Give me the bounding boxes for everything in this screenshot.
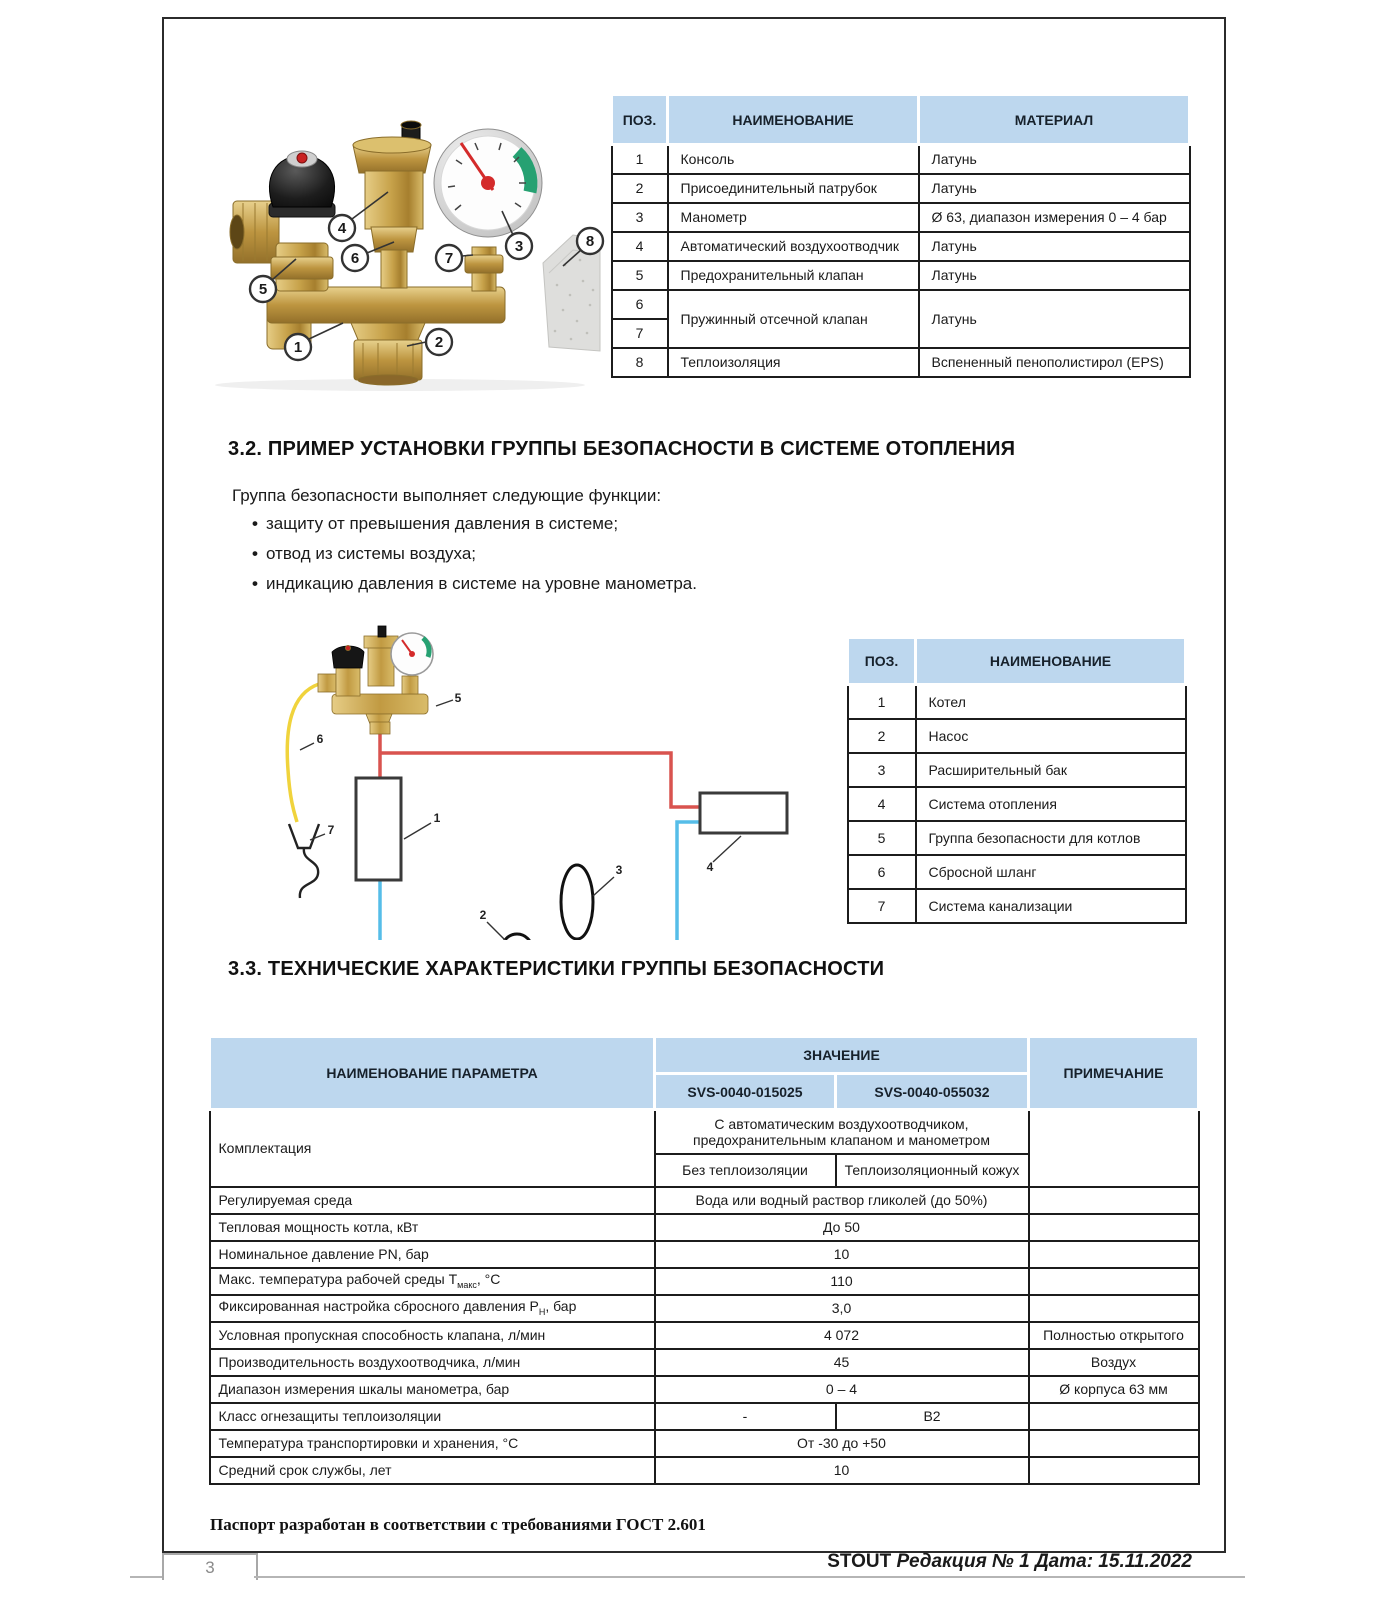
table-row: [612, 145, 1190, 174]
table-row: [210, 1322, 1199, 1349]
diagram-label-5: 5: [454, 691, 462, 705]
callout-5: 5: [258, 281, 268, 298]
spec-param: Комплектация: [210, 1110, 655, 1187]
part-name: Автоматический воздухоотводчик: [668, 232, 919, 261]
parts-col-material: МАТЕРИАЛ: [919, 95, 1190, 145]
table-row: [848, 889, 1186, 923]
legend-table: [846, 636, 1187, 924]
spec-param: Тепловая мощность котла, кВт: [210, 1214, 655, 1241]
table-row: [210, 1349, 1199, 1376]
parts-table: [610, 93, 1191, 378]
parts-col-name: НАИМЕНОВАНИЕ: [668, 95, 919, 145]
part-pos: 2: [612, 174, 668, 203]
table-row: [848, 821, 1186, 855]
part-pos: 7: [612, 319, 668, 348]
table-row: [848, 685, 1186, 719]
bullet-text: индикацию давления в системе на уровне манометра.: [265, 574, 697, 593]
table-row: [612, 203, 1190, 232]
diagram-label-4: 4: [706, 860, 714, 874]
spec-param: Производительность воздухоотводчика, л/мин: [210, 1349, 655, 1376]
diagram-heating-system: [700, 793, 787, 833]
spec-param: Класс огнезащиты теплоизоляции: [210, 1403, 655, 1430]
bullet-text: защиту от превышения давления в системе;: [265, 514, 619, 533]
table-row: [210, 1214, 1199, 1241]
legend-name: Группа безопасности для котлов: [916, 821, 1186, 855]
section-32-intro: Группа безопасности выполняет следующие функции:: [232, 486, 662, 505]
legend-name: Котел: [916, 685, 1186, 719]
spec-note: Воздух: [1029, 1349, 1199, 1376]
table-row: [848, 855, 1186, 889]
legend-name: Система канализации: [916, 889, 1186, 923]
spec-note: [1029, 1110, 1199, 1187]
table-row: [848, 719, 1186, 753]
revision-text: Редакция № 1 Дата: 15.11.2022: [896, 1551, 1192, 1572]
footer-revision: [700, 1551, 1192, 1573]
spec-note: [1029, 1295, 1199, 1322]
bullet-item: [252, 514, 618, 534]
part-name: Манометр: [668, 203, 919, 232]
specs-col-note: ПРИМЕЧАНИЕ: [1029, 1037, 1199, 1110]
callout-8: 8: [585, 233, 595, 250]
installation-diagram: [240, 610, 800, 940]
callout-2: 2: [434, 334, 444, 351]
table-row: [210, 1403, 1199, 1430]
part-name: Присоединительный патрубок: [668, 174, 919, 203]
legend-name: Сбросной шланг: [916, 855, 1186, 889]
part-name: Пружинный отсечной клапан: [668, 290, 919, 348]
spec-note: [1029, 1187, 1199, 1214]
part-pos: 5: [612, 261, 668, 290]
spec-note: [1029, 1457, 1199, 1484]
spec-value-right: B2: [836, 1403, 1029, 1430]
diagram-safety-group: [318, 626, 433, 734]
spec-value-left: -: [655, 1403, 836, 1430]
spec-note: Полностью открытого: [1029, 1322, 1199, 1349]
part-pos: 4: [612, 232, 668, 261]
spec-value: 45: [655, 1349, 1029, 1376]
spec-value: С автоматическим воздухоотводчиком, предохранительным клапаном и манометром: [655, 1110, 1029, 1154]
spec-note: [1029, 1430, 1199, 1457]
table-row: [612, 232, 1190, 261]
spec-note: [1029, 1268, 1199, 1295]
diagram-boiler: [356, 778, 401, 880]
part-material: Латунь: [919, 174, 1190, 203]
table-row: [848, 787, 1186, 821]
table-row: [210, 1241, 1199, 1268]
spec-note: [1029, 1403, 1199, 1430]
spec-param: Диапазон измерения шкалы манометра, бар: [210, 1376, 655, 1403]
spec-note: [1029, 1214, 1199, 1241]
table-row: [210, 1430, 1199, 1457]
part-pos: 3: [612, 203, 668, 232]
spec-param: Условная пропускная способность клапана, л/мин: [210, 1322, 655, 1349]
bullet-text: отвод из системы воздуха;: [265, 544, 477, 563]
part-material: Ø 63, диапазон измерения 0 – 4 бар: [919, 203, 1190, 232]
part-name: Консоль: [668, 145, 919, 174]
legend-pos: 2: [848, 719, 916, 753]
table-row: [210, 1268, 1199, 1295]
diagram-expansion-tank: [561, 865, 593, 939]
spec-param: Номинальное давление PN, бар: [210, 1241, 655, 1268]
footer-rule-left: [130, 1576, 162, 1578]
safety-group-photo: [175, 95, 615, 395]
spec-note: [1029, 1241, 1199, 1268]
page-number-tab: [162, 1553, 258, 1580]
table-row: [612, 348, 1190, 377]
callout-6: 6: [350, 250, 360, 267]
diagram-label-2: 2: [479, 908, 487, 922]
legend-name: Насос: [916, 719, 1186, 753]
part-pos: 8: [612, 348, 668, 377]
gost-note: Паспорт разработан в соответствии с требованиями ГОСТ 2.601: [210, 1515, 706, 1534]
part-pos: 1: [612, 145, 668, 174]
bullet-item: [252, 544, 476, 564]
spec-value-left: Без теплоизоляции: [655, 1154, 836, 1187]
diagram-label-7: 7: [327, 823, 335, 837]
legend-name: Расширительный бак: [916, 753, 1186, 787]
part-material: Латунь: [919, 261, 1190, 290]
diagram-label-3: 3: [615, 863, 623, 877]
spec-value: 110: [655, 1268, 1029, 1295]
table-row: [612, 174, 1190, 203]
part-material: Вспененный пенополистирол (EPS): [919, 348, 1190, 377]
part-pos: 6: [612, 290, 668, 319]
part-material: Латунь: [919, 290, 1190, 348]
specs-table: [208, 1035, 1200, 1485]
spec-param: Макс. температура рабочей среды $Т_{макс}$, °С: [210, 1268, 655, 1295]
callout-3: 3: [514, 238, 524, 255]
brand-stout: STOUT: [827, 1551, 892, 1572]
table-row: [210, 1110, 1199, 1154]
spec-value: 4 072: [655, 1322, 1029, 1349]
legend-col-pos: ПОЗ.: [848, 638, 916, 685]
table-row: [612, 290, 1190, 319]
part-name: Теплоизоляция: [668, 348, 919, 377]
bullet-item: [252, 574, 697, 594]
spec-value: 10: [655, 1241, 1029, 1268]
table-row: [210, 1376, 1199, 1403]
spec-value: Вода или водный раствор гликолей (до 50%): [655, 1187, 1029, 1214]
spec-note: Ø корпуса 63 мм: [1029, 1376, 1199, 1403]
legend-pos: 7: [848, 889, 916, 923]
section-33-title: 3.3. ТЕХНИЧЕСКИЕ ХАРАКТЕРИСТИКИ ГРУППЫ БЕЗОПАСНОСТИ: [228, 958, 885, 980]
parts-col-pos: ПОЗ.: [612, 95, 668, 145]
spec-value: 0 – 4: [655, 1376, 1029, 1403]
callout-1: 1: [293, 339, 303, 356]
diagram-funnel: [289, 824, 319, 898]
spec-value: До 50: [655, 1214, 1029, 1241]
spec-value-right: Теплоизоляционный кожух: [836, 1154, 1029, 1187]
legend-pos: 5: [848, 821, 916, 855]
table-row: [210, 1457, 1199, 1484]
specs-col-param: НАИМЕНОВАНИЕ ПАРАМЕТРА: [210, 1037, 655, 1110]
spec-value: 10: [655, 1457, 1029, 1484]
legend-pos: 4: [848, 787, 916, 821]
diagram-label-6: 6: [316, 732, 324, 746]
spec-value: 3,0: [655, 1295, 1029, 1322]
legend-pos: 1: [848, 685, 916, 719]
legend-name: Система отопления: [916, 787, 1186, 821]
callout-4: 4: [337, 220, 347, 237]
section-32-title: 3.2. ПРИМЕР УСТАНОВКИ ГРУППЫ БЕЗОПАСНОСТИ В СИСТЕМЕ ОТОПЛЕНИЯ: [228, 438, 1016, 460]
footer-rule: [254, 1576, 1245, 1578]
legend-col-name: НАИМЕНОВАНИЕ: [916, 638, 1186, 685]
part-material: Латунь: [919, 145, 1190, 174]
spec-param: Фиксированная настройка сбросного давления $Р_Н$, бар: [210, 1295, 655, 1322]
spec-param: Температура транспортировки и хранения, °С: [210, 1430, 655, 1457]
diagram-pipes: [287, 684, 700, 940]
part-name: Предохранительный клапан: [668, 261, 919, 290]
page-number: 3: [205, 1558, 215, 1577]
specs-model-2: SVS-0040-055032: [836, 1074, 1029, 1110]
spec-param: Средний срок службы, лет: [210, 1457, 655, 1484]
table-row: [848, 753, 1186, 787]
diagram-pump: [502, 934, 532, 940]
specs-model-1: SVS-0040-015025: [655, 1074, 836, 1110]
legend-pos: 3: [848, 753, 916, 787]
callout-7: 7: [444, 250, 454, 267]
table-row: [612, 261, 1190, 290]
legend-pos: 6: [848, 855, 916, 889]
specs-col-value: ЗНАЧЕНИЕ: [655, 1037, 1029, 1074]
spec-value: От -30 до +50: [655, 1430, 1029, 1457]
table-row: [210, 1187, 1199, 1214]
part-material: Латунь: [919, 232, 1190, 261]
table-row: [210, 1295, 1199, 1322]
spec-param: Регулируемая среда: [210, 1187, 655, 1214]
diagram-label-1: 1: [433, 811, 441, 825]
